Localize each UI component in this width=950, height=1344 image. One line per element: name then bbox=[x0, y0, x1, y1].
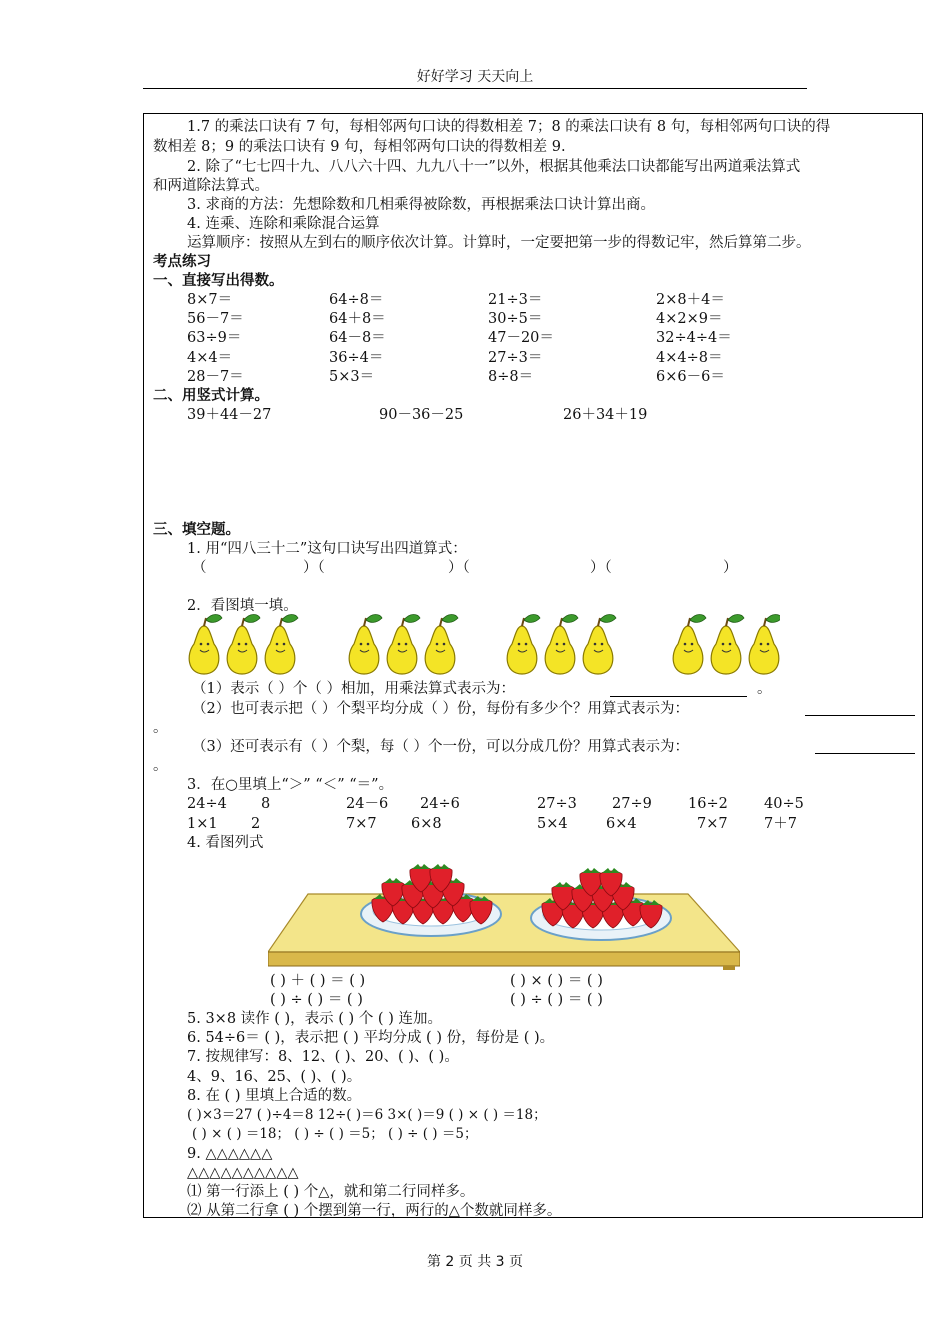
q3-expr: 24－6 bbox=[346, 796, 389, 812]
q1-blank-2: ）（ bbox=[448, 560, 470, 576]
sec1-item: 4×2×9＝ bbox=[656, 311, 723, 328]
sec1-item: 30÷5＝ bbox=[488, 311, 543, 328]
exam-title: 考点练习 bbox=[153, 254, 211, 270]
table-leg bbox=[723, 966, 735, 970]
summary-p5: 运算顺序：按照从左到右的顺序依次计算。计算时，一定要把第一步的得数记牢，然后算第二步。 bbox=[187, 235, 811, 251]
sec1-item: 64÷8＝ bbox=[329, 292, 384, 308]
sec3-q2-3-end: 。 bbox=[153, 758, 168, 774]
q3-expr: 7＋7 bbox=[764, 816, 797, 832]
q1-blank-1: ）（ bbox=[303, 560, 325, 576]
q4-line1-right: ( ) × ( ) ＝ ( ) bbox=[510, 973, 603, 989]
sec3-q8-line1: ( )×3＝27 ( )÷4＝8 12÷( )＝6 3×( )＝9 ( ) × ( ) ＝18； bbox=[187, 1107, 547, 1123]
sec3-q4: 4. 看图列式 bbox=[187, 835, 264, 851]
sec1-item: 63÷9＝ bbox=[187, 330, 242, 347]
pear-icon bbox=[189, 615, 222, 675]
sec2-title: 二、用竖式计算。 bbox=[153, 388, 269, 404]
sec3-q1: 1. 用“四八三十二”这句口诀写出四道算式： bbox=[187, 541, 467, 557]
sec3-q2: 2．看图填一填。 bbox=[187, 598, 298, 614]
sec3-q9-row2: △△△△△△△△△△ bbox=[187, 1165, 299, 1181]
q4-line2-left: ( ) ÷ ( ) ＝ ( ) bbox=[270, 992, 363, 1008]
sec3-q2-2-end: 。 bbox=[153, 720, 168, 736]
sec1-item: 64＋8＝ bbox=[329, 311, 386, 328]
q2-3-answer-line[interactable] bbox=[815, 753, 915, 754]
sec3-q9: 9. △△△△△△ bbox=[187, 1146, 273, 1162]
q3-expr: 6×8 bbox=[411, 816, 442, 832]
q3-expr: 7×7 bbox=[346, 816, 377, 832]
sec1-item: 47－20＝ bbox=[488, 330, 554, 347]
page-header: 好好学习 天天向上 bbox=[416, 69, 534, 85]
summary-p4: 4. 连乘、连除和乘除混合运算 bbox=[187, 216, 380, 232]
q3-expr: 24÷6 bbox=[420, 796, 460, 812]
sec3-q7a: 7. 按规律写：8、12、( )、20、( )、( )。 bbox=[187, 1049, 459, 1065]
sec3-q9-2: ⑵ 从第二行拿 ( ) 个摆到第一行，两行的△个数就同样多。 bbox=[187, 1203, 562, 1219]
q3-expr: 7×7 bbox=[697, 816, 728, 832]
sec3-q3: 3．在○里填上“＞” “＜” “＝”。 bbox=[187, 777, 394, 793]
sec3-q6: 6. 54÷6＝ ( )，表示把 ( ) 平均分成 ( ) 份，每份是 ( )。 bbox=[187, 1030, 555, 1046]
q3-expr: 1×1 bbox=[187, 816, 218, 832]
summary-p1a: 1.7 的乘法口诀有 7 句，每相邻两句口诀的得数相差 7；8 的乘法口诀有 8 句，每相邻两句口诀的得 bbox=[187, 119, 831, 135]
sec1-item: 28－7＝ bbox=[187, 368, 244, 385]
pear-icon bbox=[673, 615, 706, 675]
header-rule bbox=[143, 88, 807, 89]
q3-expr: 40÷5 bbox=[764, 796, 804, 812]
q3-expr: 5×4 bbox=[537, 816, 568, 832]
strawberry-table-illustration bbox=[268, 852, 740, 970]
sec1-item: 4×4÷8＝ bbox=[656, 349, 723, 366]
sec1-item: 64－8＝ bbox=[329, 330, 386, 347]
q2-1-answer-line[interactable] bbox=[610, 696, 747, 697]
pear-icon bbox=[265, 615, 298, 675]
sec1-item: 32÷4÷4＝ bbox=[656, 330, 732, 347]
q3-expr: 24÷4 bbox=[187, 796, 227, 812]
sec1-item: 27÷3＝ bbox=[488, 349, 543, 366]
pear-icon bbox=[583, 615, 616, 675]
sec3-q5: 5. 3×8 读作 ( )，表示 ( ) 个 ( ) 连加。 bbox=[187, 1011, 442, 1027]
q1-blank-4: ） bbox=[723, 560, 738, 576]
pear-icon bbox=[349, 615, 382, 675]
pear-icon bbox=[425, 615, 458, 675]
q4-line2-right: ( ) ÷ ( ) ＝ ( ) bbox=[510, 992, 603, 1008]
pears-illustration bbox=[180, 612, 780, 678]
pear-icon bbox=[545, 615, 578, 675]
sec1-item: 8×7＝ bbox=[187, 292, 233, 308]
q4-line1-left: ( ) ＋ ( ) ＝ ( ) bbox=[270, 973, 366, 989]
sec1-item: 5×3＝ bbox=[329, 368, 375, 385]
summary-p2b: 和两道除法算式。 bbox=[153, 178, 269, 194]
pear-icon bbox=[227, 615, 260, 675]
pear-icon bbox=[387, 615, 420, 675]
sec3-title: 三、填空题。 bbox=[153, 522, 240, 538]
q2-2-answer-line[interactable] bbox=[805, 715, 915, 716]
q1-blank-3: ）（ bbox=[590, 560, 612, 576]
sec3-q9-1: ⑴ 第一行添上 ( ) 个△，就和第二行同样多。 bbox=[187, 1184, 475, 1200]
sec3-q2-1-end: 。 bbox=[757, 681, 772, 697]
sec1-item: 4×4＝ bbox=[187, 349, 233, 366]
q3-expr: 16÷2 bbox=[688, 796, 728, 812]
pear-icon bbox=[749, 615, 780, 675]
q1-blank-0: （ bbox=[192, 560, 207, 576]
pear-icon bbox=[507, 615, 540, 675]
sec1-item: 8÷8＝ bbox=[488, 368, 534, 385]
sec3-q8-line2: ( ) × ( ) ＝18； ( ) ÷ ( ) ＝5； ( ) ÷ ( ) ＝5； bbox=[192, 1126, 478, 1142]
sec2-item-1: 39＋44－27 bbox=[187, 407, 272, 423]
q3-expr: 27÷3 bbox=[537, 796, 577, 812]
page-footer: 第 2 页 共 3 页 bbox=[426, 1254, 524, 1270]
pear-icon bbox=[711, 615, 744, 675]
sec1-item: 21÷3＝ bbox=[488, 292, 543, 308]
summary-p2a: 2. 除了“七七四十九、八八六十四、九九八十一”以外，根据其他乘法口诀都能写出两道乘法算式 bbox=[187, 159, 801, 175]
sec1-title: 一、直接写出得数。 bbox=[153, 273, 284, 289]
sec1-item: 2×8＋4＝ bbox=[656, 292, 725, 308]
sec3-q2-2: （2）也可表示把（ ）个梨平均分成（ ）份，每份有多少个？用算式表示为： bbox=[192, 701, 689, 717]
summary-p3: 3. 求商的方法：先想除数和几相乘得被除数，再根据乘法口诀计算出商。 bbox=[187, 197, 655, 213]
sec1-item: 36÷4＝ bbox=[329, 349, 384, 366]
sec1-item: 6×6－6＝ bbox=[656, 368, 725, 385]
q3-expr: 27÷9 bbox=[612, 796, 652, 812]
q3-expr: 6×4 bbox=[606, 816, 637, 832]
sec2-item-3: 26＋34＋19 bbox=[563, 407, 648, 423]
summary-p1b: 数相差 8；9 的乘法口诀有 9 句，每相邻两句口诀的得数相差 9. bbox=[153, 139, 566, 155]
sec2-item-2: 90－36－25 bbox=[379, 407, 464, 423]
sec3-q8: 8. 在 ( ) 里填上合适的数。 bbox=[187, 1088, 362, 1104]
q3-expr: 2 bbox=[251, 816, 261, 832]
sec3-q7b: 4、9、16、25、( )、( )。 bbox=[187, 1069, 362, 1085]
sec1-item: 56－7＝ bbox=[187, 311, 244, 328]
sec3-q2-1: （1）表示（ ）个（ ）相加，用乘法算式表示为： bbox=[192, 681, 515, 697]
q3-expr: 8 bbox=[261, 796, 271, 812]
sec3-q2-3: （3）还可表示有（ ）个梨，每（ ）个一份，可以分成几份？用算式表示为： bbox=[192, 739, 689, 755]
table-edge bbox=[268, 952, 740, 966]
